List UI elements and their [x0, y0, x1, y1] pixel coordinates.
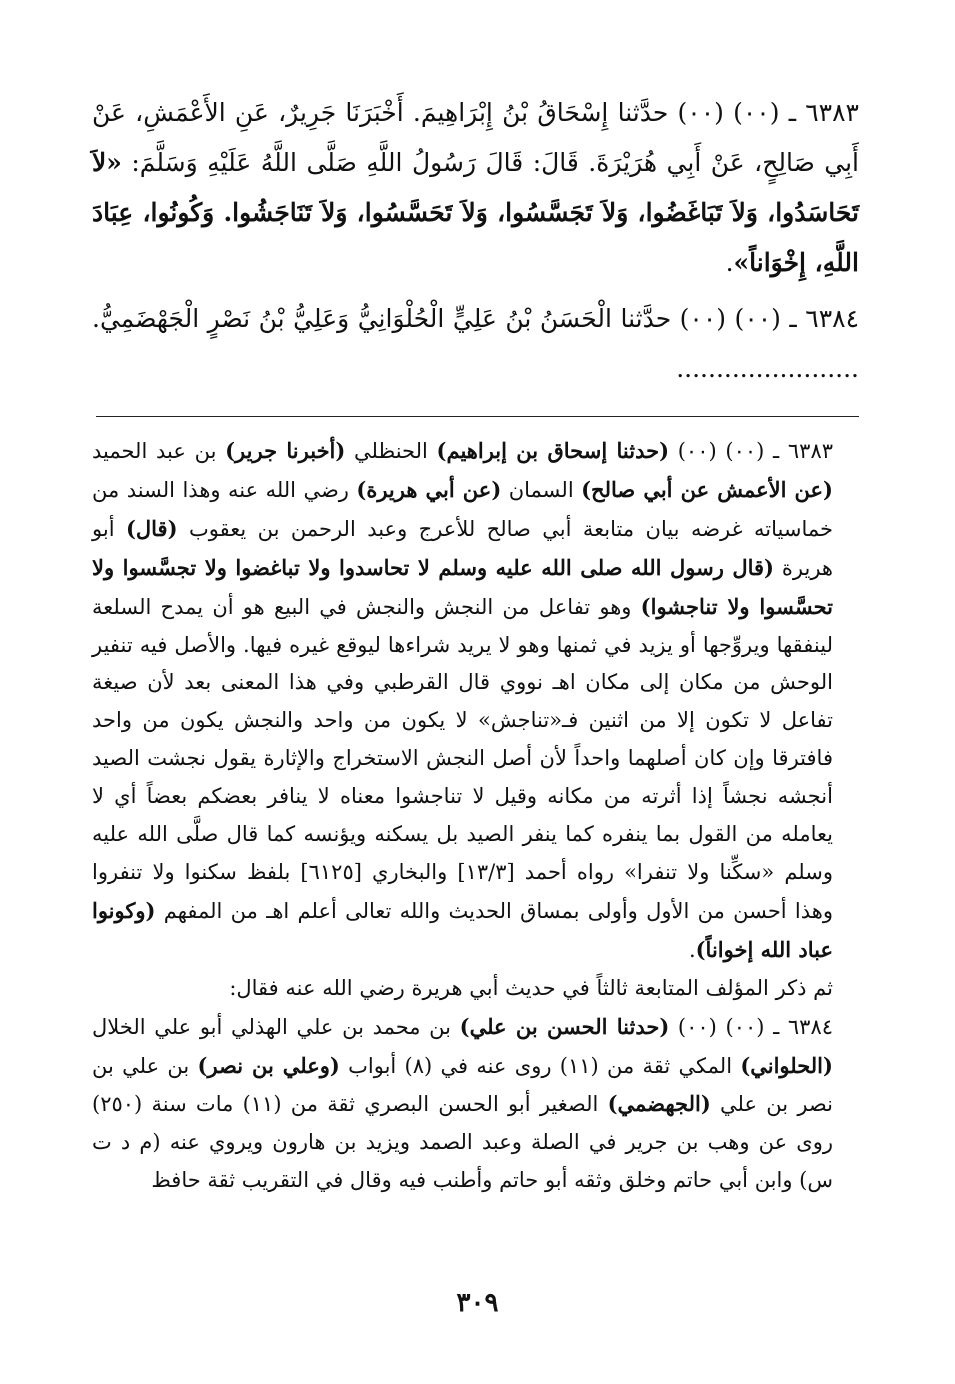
- text-run: الحنظلي: [345, 439, 437, 463]
- commentary-text: [92, 432, 859, 1200]
- text-run: المكي ثقة من (١١) روى عنه في (٨) أبواب: [339, 1053, 741, 1078]
- text-run: (وكونوا عباد الله إخواناً): [92, 897, 833, 962]
- text-run: بن علي بن نصر بن علي: [92, 1053, 833, 1117]
- text-run: (الحلواني): [740, 1052, 833, 1078]
- hadith-text: [92, 88, 859, 394]
- commentary-6384: [92, 1008, 859, 1201]
- text-run: (الجهضمي): [607, 1091, 711, 1117]
- text-run: رضي الله عنه وهذا السند من خماسياته غرضه بيان متابعة أبي صالح للأعرج وعبد الرحمن بن يعقوب: [92, 477, 833, 541]
- text-run: (حدثنا إسحاق بن إبراهيم): [436, 438, 670, 463]
- commentary-transition: ثم ذكر المؤلف المتابعة ثالثاً في حديث أبي هريرة رضي الله عنه فقال:: [229, 975, 833, 1000]
- commentary-6383: [92, 432, 859, 970]
- text-run: (عن أبي هريرة): [356, 476, 502, 502]
- text-run: أبو هريرة: [92, 516, 833, 580]
- hadith-6383-matn: «لاَ تَحَاسَدُوا، وَلاَ تَبَاغَضُوا، وَلاَ تَجَسَّسُوا، وَلاَ تَحَسَّسُوا، وَلاَ تَنَاجَشُوا. وَكُونُوا، عِبَادَ اللَّهِ، إِخْوَاناً»: [92, 148, 860, 277]
- footnote-divider: [96, 416, 859, 417]
- text-run: (وعلي بن نصر): [197, 1052, 340, 1078]
- text-run: (قال): [125, 515, 178, 541]
- text-run: .: [688, 937, 696, 962]
- text-run: بن عبد الحميد: [92, 439, 226, 463]
- page-number: ٣٠٩: [456, 1288, 499, 1318]
- hadith-6384: ٦٣٨٤ ـ (٠٠) (٠٠) حدَّثنا الْحَسَنُ بْنُ عَلِيٍّ الْحُلْوَانِيُّ وَعَلِيُّ بْنُ نَصْرٍ الْجَهْضَمِيُّ. .......................: [92, 304, 859, 383]
- text-run: ٦٣٨٤ ـ (٠٠) (٠٠): [669, 1014, 834, 1039]
- text-run: السمان: [501, 477, 582, 502]
- text-run: (عن الأعمش عن أبي صالح): [581, 476, 833, 502]
- text-run: (أخبرنا جرير): [225, 438, 346, 463]
- text-run: وهو تفاعل من النجش والنجش في البيع هو أن يمدح السلعة لينفقها ويروِّجها أو يزيد في ثمنها وهو لا يريد شراءها ليوقع غيره فيها. والأصل فيه تنفير الوحش من مكان إلى مكان اهـ نووي قال القرطبي وفي هذا المعنى بعد لأن صيغة تفاعل لا تكون إلا من اثنين فـ«تناجش» لا يكون من واحد والنجش يكون من واحد فافترقا وإن كان أصلهما واحداً لأن أصل النجش الاستخراج والإثارة يقول نجشت الصيد أنجشه نجشاً إذا أثرته من مكانه وقيل لا تناجشوا معناه لا ينافر بعضكم بعضاً أي لا يعامله من القول بما ينفره كما ينفر الصيد بل يسكنه ويؤنسه كما قال صلَّى الله عليه وسلم «سكِّنا ولا تنفرا» رواه أحمد [١٣/٣] والبخاري [٦١٢٥] بلفظ سكنوا ولا تنفروا وهذا أحسن من الأول وأولى بمساق الحديث والله تعالى أعلم اهـ من المفهم: [92, 594, 833, 923]
- hadith-6383-end: .: [725, 248, 734, 277]
- text-run: الصغير أبو الحسن البصري ثقة من (١١) مات سنة (٢٥٠) روى عن وهب بن جرير في الصلة وعبد الصمد ويزيد بن هارون ويروي عنه (م د ت س) وابن أبي حاتم وخلق وثقه أبو حاتم وأطنب فيه وقال في التقريب ثقة حافظ: [92, 1092, 833, 1193]
- hadith-6383-isnad: ٦٣٨٣ ـ (٠٠) (٠٠) حدَّثنا إِسْحَاقُ بْنُ إِبْرَاهِيمَ. أَخْبَرَنَا جَرِيرٌ، عَنِ الأَعْمَشِ، عَنْ أَبِي صَالِحٍ، عَنْ أَبِي هُرَيْرَةَ. قَالَ: قَالَ رَسُولُ اللَّهِ صَلَّى اللَّهُ عَلَيْهِ وَسَلَّمَ:: [92, 98, 859, 177]
- text-run: (قال رسول الله صلى الله عليه وسلم لا تحاسدوا ولا تباغضوا ولا تجسَّسوا ولا تحسَّسوا ولا تناجشوا): [92, 554, 833, 619]
- hadith-6383: [92, 88, 859, 288]
- text-run: ٦٣٨٣ ـ (٠٠) (٠٠): [669, 439, 834, 463]
- text-run: (حدثنا الحسن بن علي): [459, 1013, 670, 1039]
- text-run: بن محمد بن علي الهذلي أبو علي الخلال: [92, 1014, 460, 1039]
